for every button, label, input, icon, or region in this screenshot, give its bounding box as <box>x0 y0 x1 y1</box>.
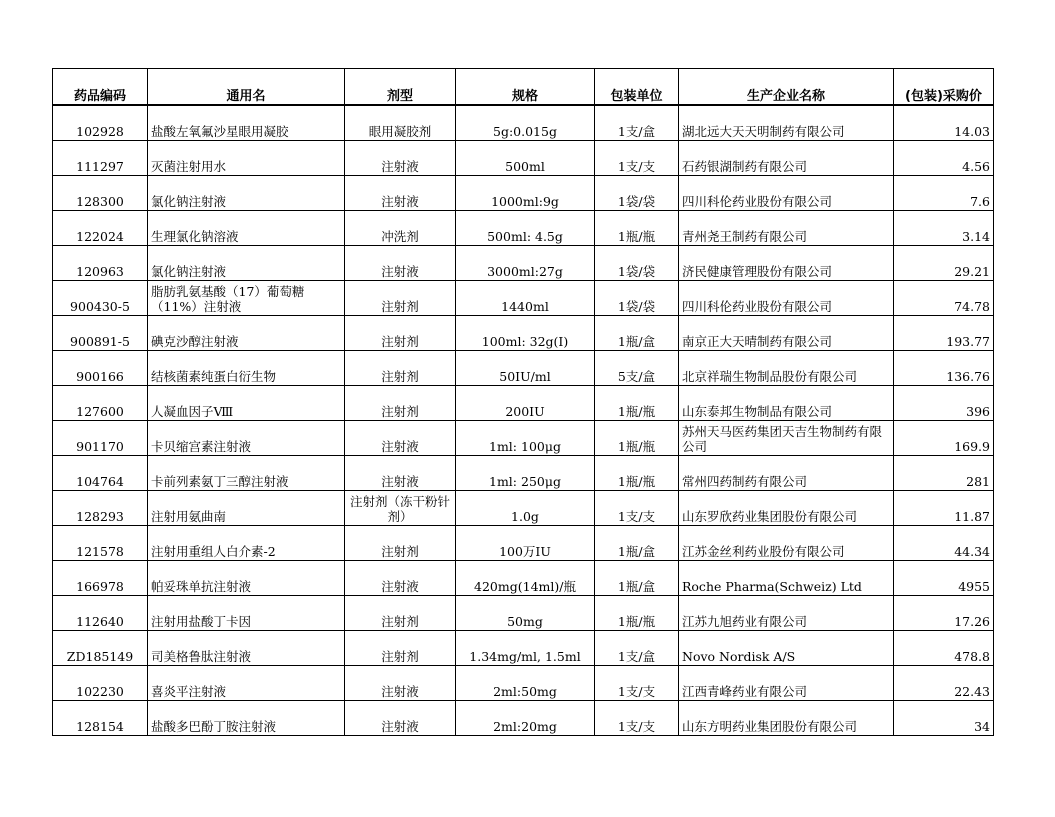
cell-package-unit: 1瓶/盒 <box>595 316 679 351</box>
cell-drug-code: 104764 <box>53 456 148 491</box>
table-row <box>53 456 994 491</box>
cell-drug-code: 128300 <box>53 176 148 211</box>
cell-package-unit: 1袋/袋 <box>595 246 679 281</box>
cell-dosage-form: 注射液 <box>345 141 456 176</box>
cell-dosage-form: 注射剂（冻干粉针剂） <box>345 491 456 526</box>
cell-dosage-form: 注射液 <box>345 456 456 491</box>
cell-purchase-price: 44.34 <box>894 526 994 561</box>
cell-drug-code: 166978 <box>53 561 148 596</box>
cell-dosage-form: 注射液 <box>345 701 456 736</box>
table-row <box>53 526 994 561</box>
cell-drug-code: 122024 <box>53 211 148 246</box>
cell-drug-code: 900891-5 <box>53 316 148 351</box>
cell-generic-name: 卡贝缩宫素注射液 <box>148 421 345 456</box>
cell-generic-name: 注射用重组人白介素-2 <box>148 526 345 561</box>
header-generic-name: 通用名 <box>148 69 345 106</box>
cell-dosage-form: 注射液 <box>345 666 456 701</box>
cell-purchase-price: 11.87 <box>894 491 994 526</box>
cell-drug-code: 128154 <box>53 701 148 736</box>
cell-package-unit: 1瓶/瓶 <box>595 596 679 631</box>
cell-package-unit: 1袋/袋 <box>595 281 679 316</box>
cell-generic-name: 灭菌注射用水 <box>148 141 345 176</box>
table-row <box>53 561 994 596</box>
cell-dosage-form: 注射剂 <box>345 631 456 666</box>
cell-generic-name: 生理氯化钠溶液 <box>148 211 345 246</box>
cell-package-unit: 1瓶/盒 <box>595 526 679 561</box>
cell-specification: 500ml: 4.5g <box>456 211 595 246</box>
cell-generic-name: 卡前列素氨丁三醇注射液 <box>148 456 345 491</box>
table-row <box>53 211 994 246</box>
cell-specification: 1.34mg/ml, 1.5ml <box>456 631 595 666</box>
cell-dosage-form: 注射液 <box>345 561 456 596</box>
cell-drug-code: 111297 <box>53 141 148 176</box>
cell-drug-code: 900166 <box>53 351 148 386</box>
cell-manufacturer: 江苏金丝利药业股份有限公司 <box>679 526 894 561</box>
drug-price-table <box>52 68 994 736</box>
cell-specification: 100ml: 32g(I) <box>456 316 595 351</box>
cell-package-unit: 1袋/袋 <box>595 176 679 211</box>
cell-manufacturer: 石药银湖制药有限公司 <box>679 141 894 176</box>
cell-specification: 1000ml:9g <box>456 176 595 211</box>
cell-specification: 1ml: 250μg <box>456 456 595 491</box>
cell-generic-name: 喜炎平注射液 <box>148 666 345 701</box>
cell-manufacturer: 山东方明药业集团股份有限公司 <box>679 701 894 736</box>
cell-purchase-price: 136.76 <box>894 351 994 386</box>
table-row <box>53 316 994 351</box>
cell-manufacturer: 青州尧王制药有限公司 <box>679 211 894 246</box>
cell-purchase-price: 29.21 <box>894 246 994 281</box>
cell-purchase-price: 22.43 <box>894 666 994 701</box>
cell-purchase-price: 74.78 <box>894 281 994 316</box>
header-manufacturer: 生产企业名称 <box>679 69 894 106</box>
cell-specification: 1ml: 100μg <box>456 421 595 456</box>
cell-drug-code: 901170 <box>53 421 148 456</box>
cell-specification: 200IU <box>456 386 595 421</box>
cell-purchase-price: 14.03 <box>894 105 994 141</box>
cell-dosage-form: 注射液 <box>345 176 456 211</box>
cell-drug-code: 102928 <box>53 105 148 141</box>
cell-generic-name: 注射用盐酸丁卡因 <box>148 596 345 631</box>
cell-package-unit: 1支/支 <box>595 666 679 701</box>
header-row <box>53 69 994 106</box>
cell-dosage-form: 注射剂 <box>345 351 456 386</box>
cell-manufacturer: 江西青峰药业有限公司 <box>679 666 894 701</box>
header-dosage-form: 剂型 <box>345 69 456 106</box>
cell-package-unit: 1瓶/瓶 <box>595 386 679 421</box>
cell-purchase-price: 7.6 <box>894 176 994 211</box>
cell-manufacturer: 山东泰邦生物制品有限公司 <box>679 386 894 421</box>
cell-manufacturer: 四川科伦药业股份有限公司 <box>679 281 894 316</box>
cell-purchase-price: 17.26 <box>894 596 994 631</box>
cell-purchase-price: 396 <box>894 386 994 421</box>
cell-purchase-price: 4.56 <box>894 141 994 176</box>
cell-generic-name: 帕妥珠单抗注射液 <box>148 561 345 596</box>
cell-dosage-form: 注射剂 <box>345 386 456 421</box>
table-row <box>53 666 994 701</box>
cell-drug-code: 127600 <box>53 386 148 421</box>
cell-specification: 2ml:50mg <box>456 666 595 701</box>
cell-manufacturer: 苏州天马医药集团天吉生物制药有限公司 <box>679 421 894 456</box>
cell-purchase-price: 3.14 <box>894 211 994 246</box>
table-row <box>53 281 994 316</box>
cell-generic-name: 碘克沙醇注射液 <box>148 316 345 351</box>
cell-package-unit: 1瓶/瓶 <box>595 211 679 246</box>
cell-dosage-form: 注射剂 <box>345 596 456 631</box>
cell-drug-code: ZD185149 <box>53 631 148 666</box>
cell-manufacturer: 南京正大天晴制药有限公司 <box>679 316 894 351</box>
cell-manufacturer: Novo Nordisk A/S <box>679 631 894 666</box>
cell-specification: 5g:0.015g <box>456 105 595 141</box>
table-row <box>53 631 994 666</box>
table-row <box>53 246 994 281</box>
cell-specification: 500ml <box>456 141 595 176</box>
header-purchase-price: (包装)采购价 <box>894 69 994 106</box>
cell-dosage-form: 眼用凝胶剂 <box>345 105 456 141</box>
cell-drug-code: 112640 <box>53 596 148 631</box>
cell-dosage-form: 注射剂 <box>345 526 456 561</box>
table-row <box>53 105 994 141</box>
header-package-unit: 包装单位 <box>595 69 679 106</box>
cell-generic-name: 注射用氨曲南 <box>148 491 345 526</box>
header-specification: 规格 <box>456 69 595 106</box>
cell-drug-code: 128293 <box>53 491 148 526</box>
cell-generic-name: 氯化钠注射液 <box>148 176 345 211</box>
cell-purchase-price: 34 <box>894 701 994 736</box>
cell-manufacturer: 常州四药制药有限公司 <box>679 456 894 491</box>
cell-generic-name: 盐酸左氧氟沙星眼用凝胶 <box>148 105 345 141</box>
cell-dosage-form: 注射液 <box>345 421 456 456</box>
table-row <box>53 596 994 631</box>
cell-generic-name: 脂肪乳氨基酸（17）葡萄糖（11%）注射液 <box>148 281 345 316</box>
cell-dosage-form: 注射液 <box>345 246 456 281</box>
cell-generic-name: 结核菌素纯蛋白衍生物 <box>148 351 345 386</box>
cell-specification: 50mg <box>456 596 595 631</box>
table-row <box>53 491 994 526</box>
header-drug-code: 药品编码 <box>53 69 148 106</box>
cell-purchase-price: 169.9 <box>894 421 994 456</box>
cell-specification: 100万IU <box>456 526 595 561</box>
cell-dosage-form: 注射剂 <box>345 281 456 316</box>
cell-specification: 420mg(14ml)/瓶 <box>456 561 595 596</box>
cell-specification: 3000ml:27g <box>456 246 595 281</box>
cell-specification: 50IU/ml <box>456 351 595 386</box>
cell-manufacturer: 济民健康管理股份有限公司 <box>679 246 894 281</box>
cell-dosage-form: 冲洗剂 <box>345 211 456 246</box>
cell-package-unit: 1支/盒 <box>595 105 679 141</box>
cell-specification: 1.0g <box>456 491 595 526</box>
cell-specification: 2ml:20mg <box>456 701 595 736</box>
cell-drug-code: 121578 <box>53 526 148 561</box>
cell-generic-name: 人凝血因子Ⅷ <box>148 386 345 421</box>
cell-purchase-price: 193.77 <box>894 316 994 351</box>
cell-drug-code: 102230 <box>53 666 148 701</box>
cell-package-unit: 1瓶/瓶 <box>595 456 679 491</box>
cell-generic-name: 氯化钠注射液 <box>148 246 345 281</box>
table-row <box>53 351 994 386</box>
table-row <box>53 141 994 176</box>
cell-generic-name: 司美格鲁肽注射液 <box>148 631 345 666</box>
cell-package-unit: 1支/盒 <box>595 631 679 666</box>
cell-specification: 1440ml <box>456 281 595 316</box>
cell-manufacturer: 湖北远大天天明制药有限公司 <box>679 105 894 141</box>
cell-generic-name: 盐酸多巴酚丁胺注射液 <box>148 701 345 736</box>
cell-package-unit: 1瓶/盒 <box>595 561 679 596</box>
table-row <box>53 176 994 211</box>
table-row <box>53 386 994 421</box>
cell-drug-code: 900430-5 <box>53 281 148 316</box>
cell-purchase-price: 4955 <box>894 561 994 596</box>
cell-drug-code: 120963 <box>53 246 148 281</box>
table-row <box>53 701 994 736</box>
cell-manufacturer: 江苏九旭药业有限公司 <box>679 596 894 631</box>
cell-manufacturer: 北京祥瑞生物制品股份有限公司 <box>679 351 894 386</box>
cell-manufacturer: 四川科伦药业股份有限公司 <box>679 176 894 211</box>
cell-manufacturer: 山东罗欣药业集团股份有限公司 <box>679 491 894 526</box>
table-row <box>53 421 994 456</box>
cell-package-unit: 1支/支 <box>595 491 679 526</box>
cell-package-unit: 1支/支 <box>595 701 679 736</box>
cell-manufacturer: Roche Pharma(Schweiz) Ltd <box>679 561 894 596</box>
cell-purchase-price: 478.8 <box>894 631 994 666</box>
cell-package-unit: 1支/支 <box>595 141 679 176</box>
cell-package-unit: 5支/盒 <box>595 351 679 386</box>
cell-package-unit: 1瓶/瓶 <box>595 421 679 456</box>
cell-dosage-form: 注射剂 <box>345 316 456 351</box>
cell-purchase-price: 281 <box>894 456 994 491</box>
